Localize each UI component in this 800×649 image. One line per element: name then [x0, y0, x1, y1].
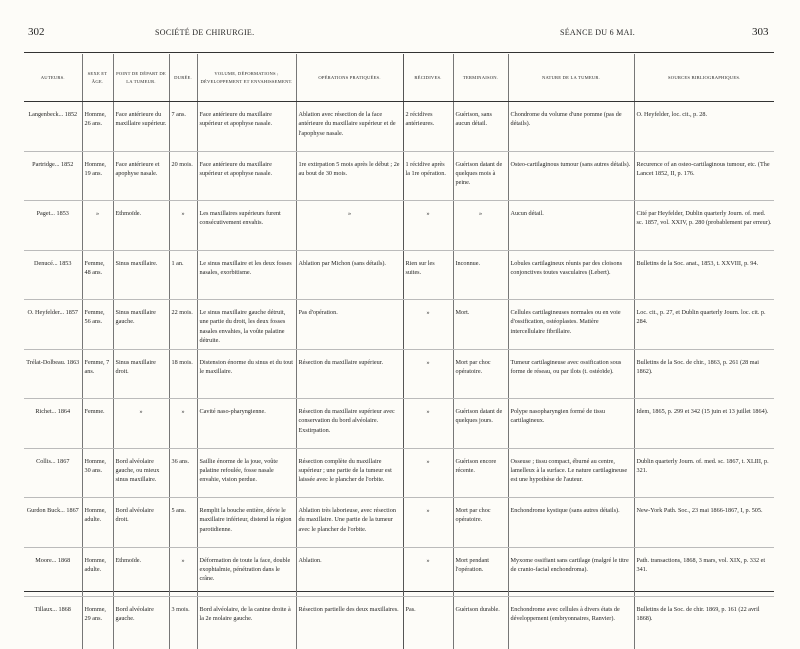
table-cell: Cité par Heyfelder, Dublin quarterly Journ. of. med. sc. 1857, vol. XXIV, p. 280 (probablement par erreur).	[634, 201, 774, 251]
table-cell: 1 an.	[169, 250, 197, 300]
table-cell: Homme, adulte.	[82, 547, 113, 597]
table-cell: Mort.	[453, 300, 508, 350]
table-cell: Femme, 48 ans.	[82, 250, 113, 300]
table-cell: Résection partielle des deux maxillaires.	[296, 597, 403, 649]
column-header: POINT DE DÉPART DE LA TUMEUR.	[113, 54, 169, 102]
table-row	[24, 300, 774, 350]
table-cell: 36 ans.	[169, 448, 197, 498]
column-header: OPÉRATIONS PRATIQUÉES.	[296, 54, 403, 102]
table-row	[24, 201, 774, 251]
table-cell: Inconnue.	[453, 250, 508, 300]
table-cell: Pas.	[403, 597, 453, 649]
table-cell: Sinus maxillaire.	[113, 250, 169, 300]
column-header: TERMINAISON.	[453, 54, 508, 102]
table-cell: Guérison, sans aucun détail.	[453, 102, 508, 152]
table-cell: Enchondrome avec cellules à divers états de développement (embryonnaires, Ranvier).	[508, 597, 634, 649]
table-cell: Ablation.	[296, 547, 403, 597]
left-running-title: SOCIÉTÉ DE CHIRURGIE.	[155, 28, 254, 37]
table-cell: Face antérieure du maxillaire supérieur.	[113, 102, 169, 152]
table-cell: »	[403, 201, 453, 251]
table-cell: Le sinus maxillaire et les deux fosses nasales, exorbitisme.	[197, 250, 296, 300]
table-cell: Bord alvéolaire, de la canine droite à la 2e molaire gauche.	[197, 597, 296, 649]
table-cell: Distension énorme du sinus et du tout le maxillaire.	[197, 349, 296, 399]
table-cell: Bord alvéolaire gauche.	[113, 597, 169, 649]
table-cell: 2 récidives antérieures.	[403, 102, 453, 152]
table-cell: 22 mois.	[169, 300, 197, 350]
table-cell: »	[113, 399, 169, 449]
table-cell: Langenbeck... 1852	[24, 102, 82, 152]
table-cell: Denucé... 1853	[24, 250, 82, 300]
table-cell: Homme, adulte.	[82, 498, 113, 548]
table-cell: Le sinus maxillaire gauche détruit, une partie du droit, les deux fosses nasales envahies, la voûte palatine détruite.	[197, 300, 296, 350]
column-header: NATURE DE LA TUMEUR.	[508, 54, 634, 102]
table-cell: Face antérieure du maxillaire supérieur et apophyse nasale.	[197, 151, 296, 201]
table-cell: »	[403, 300, 453, 350]
table-cell: Face antérieure et apophyse nasale.	[113, 151, 169, 201]
column-header: DURÉE.	[169, 54, 197, 102]
table-cell: Partridge... 1852	[24, 151, 82, 201]
table-cell: Gurdon Buck... 1867	[24, 498, 82, 548]
table-cell: Résection du maxillaire supérieur.	[296, 349, 403, 399]
table-cell: Cavité naso-pharyngienne.	[197, 399, 296, 449]
column-header: VOLUME, DÉFORMATIONS ; DÉVELOPPEMENT ET ENVAHISSEMENT.	[197, 54, 296, 102]
table-cell: Rien sur les suites.	[403, 250, 453, 300]
table-cell: Ethmoïde.	[113, 547, 169, 597]
table-cell: »	[403, 547, 453, 597]
table-cell: Bord alvéolaire droit.	[113, 498, 169, 548]
table-cell: Homme, 30 ans.	[82, 448, 113, 498]
table-row	[24, 151, 774, 201]
table-cell: Myxome ossifiant sans cartilage (malgré le titre de cranio-facial enchondroma).	[508, 547, 634, 597]
tumor-cases-table	[24, 54, 774, 649]
table-cell: Ablation très laborieuse, avec résection du maxillaire. Une partie de la tumeur avec le plancher de l'orbite.	[296, 498, 403, 548]
table-cell: 5 ans.	[169, 498, 197, 548]
table-cell: Loc. cit., p. 27, et Dublin quarterly Journ. loc. cit. p. 284.	[634, 300, 774, 350]
table-row	[24, 448, 774, 498]
table-cell: Guérison datant de quelques jours.	[453, 399, 508, 449]
table-cell: Collis... 1867	[24, 448, 82, 498]
table-cell: Polype nasopharyngien formé de tissu cartilagineux.	[508, 399, 634, 449]
table-cell: Recurence of an osteo-cartilaginous tumour, etc. (The Lancet 1852, II, p. 176.	[634, 151, 774, 201]
right-page-number: 303	[752, 26, 769, 38]
table-cell: Femme, 7 ans.	[82, 349, 113, 399]
table-cell: Path. transactions, 1868, 3 mars, vol. XIX, p. 332 et 341.	[634, 547, 774, 597]
table-cell: »	[169, 399, 197, 449]
table-cell: Richet... 1864	[24, 399, 82, 449]
table-row	[24, 349, 774, 399]
table-cell: Cellules cartilagineuses normales ou en voie d'ossification, ostéoplastes. Matière intercellulaire fibrillaire.	[508, 300, 634, 350]
table-cell: 1 récidive après la 1re opération.	[403, 151, 453, 201]
column-header: AUTEURS.	[24, 54, 82, 102]
table-cell: Moore... 1868	[24, 547, 82, 597]
table-cell: 7 ans.	[169, 102, 197, 152]
table-cell: Aucun détail.	[508, 201, 634, 251]
table-cell: Mort par choc opératoire.	[453, 498, 508, 548]
table-cell: Guérison durable.	[453, 597, 508, 649]
table-cell: Trélat-Dolbeau. 1863	[24, 349, 82, 399]
table-header-row	[24, 54, 774, 102]
table-cell: Déformation de toute la face, double exophtalmie, pénétration dans le crâne.	[197, 547, 296, 597]
table-cell: »	[403, 498, 453, 548]
table-row	[24, 102, 774, 152]
table-cell: Ablation avec résection de la face antérieure du maxillaire supérieur et de l'apophyse nasale.	[296, 102, 403, 152]
table-cell: 1re extirpation 5 mois après le début ; 2e au bout de 30 mois.	[296, 151, 403, 201]
column-header: RÉCIDIVES.	[403, 54, 453, 102]
table-row	[24, 399, 774, 449]
table-cell: Chondrome du volume d'une pomme (pas de détails).	[508, 102, 634, 152]
table-cell: 20 mois.	[169, 151, 197, 201]
table-cell: Lobules cartilagineux réunis par des cloisons conjonctives toutes vasculaires (Lebert).	[508, 250, 634, 300]
column-header: SOURCES BIBLIOGRAPHIQUES.	[634, 54, 774, 102]
table-cell: Homme, 19 ans.	[82, 151, 113, 201]
table-cell: »	[82, 201, 113, 251]
table-cell: »	[403, 448, 453, 498]
table-cell: Homme, 29 ans.	[82, 597, 113, 649]
table-cell: Femme, 56 ans.	[82, 300, 113, 350]
table-cell: Mort par choc opératoire.	[453, 349, 508, 399]
table-cell: 3 mois.	[169, 597, 197, 649]
table-cell: 18 mois.	[169, 349, 197, 399]
table-cell: Tillaux... 1868	[24, 597, 82, 649]
table-cell: Bulletins de la Soc. anat., 1853, t. XXVIII, p. 94.	[634, 250, 774, 300]
table-cell: Femme.	[82, 399, 113, 449]
table-cell: Bord alvéolaire gauche, ou mieux sinus maxillaire.	[113, 448, 169, 498]
table-cell: »	[403, 349, 453, 399]
table-cell: »	[403, 399, 453, 449]
column-header: SEXE ET ÂGE.	[82, 54, 113, 102]
table-cell: Bulletins de la Soc. de chir., 1863, p. 261 (28 mai 1862).	[634, 349, 774, 399]
table-cell: Idem, 1865, p. 299 et 342 (15 juin et 13 juillet 1864).	[634, 399, 774, 449]
table-cell: Homme, 26 ans.	[82, 102, 113, 152]
table-cell: Saillie énorme de la joue, voûte palatine refoulée, fosse nasale envahie, vision perdue.	[197, 448, 296, 498]
right-running-title: SÉANCE DU 6 MAI.	[560, 28, 635, 37]
table-cell: Pas d'opération.	[296, 300, 403, 350]
table-cell: Résection du maxillaire supérieur avec conservation du bord alvéolaire. Exstirpation.	[296, 399, 403, 449]
table-row	[24, 498, 774, 548]
table-cell: Sinus maxillaire gauche.	[113, 300, 169, 350]
table-cell: Les maxillaires supérieurs furent consécutivement envahis.	[197, 201, 296, 251]
table-cell: Enchondrome kystique (sans autres détails).	[508, 498, 634, 548]
table-cell: Remplit la bouche entière, dévie le maxillaire inférieur, distend la région parotidienne.	[197, 498, 296, 548]
table-cell: Ablation par Michon (sans détails).	[296, 250, 403, 300]
table-cell: Guérison datant de quelques mois à peine.	[453, 151, 508, 201]
table-cell: Bulletins de la Soc. de chir. 1869, p. 161 (22 avril 1868).	[634, 597, 774, 649]
table-cell: Ethmoïde.	[113, 201, 169, 251]
table-cell: Guérison encore récente.	[453, 448, 508, 498]
table-cell: Paget... 1853	[24, 201, 82, 251]
table-row	[24, 547, 774, 597]
table-row	[24, 597, 774, 649]
table-cell: »	[169, 547, 197, 597]
table-cell: O. Heyfelder, loc. cit., p. 28.	[634, 102, 774, 152]
table-cell: Face antérieure du maxillaire supérieur et apophyse nasale.	[197, 102, 296, 152]
table-cell: »	[296, 201, 403, 251]
table-row	[24, 250, 774, 300]
table-cell: Mort pendant l'opération.	[453, 547, 508, 597]
left-page-number: 302	[28, 26, 45, 38]
table-cell: Sinus maxillaire droit.	[113, 349, 169, 399]
table-cell: Osseuse ; tissu compact, éburné au centre, lamelleux à la surface. Le nature cartilagineuse est une hypothèse de l'auteur.	[508, 448, 634, 498]
table-cell: Tumeur cartilagineuse avec ossification sous forme de réseau, ou par ilots (t. ostéoïde).	[508, 349, 634, 399]
table-cell: New-York Path. Soc., 23 mai 1866-1867, I, p. 505.	[634, 498, 774, 548]
table-cell: »	[169, 201, 197, 251]
table-cell: O. Heyfelder... 1857	[24, 300, 82, 350]
table-cell: Dublin quarterly Journ. of. med. sc. 1867, t. XLIII, p. 321.	[634, 448, 774, 498]
table-cell: Résection complète du maxillaire supérieur ; une partie de la tumeur est laissée avec le plancher de l'orbite.	[296, 448, 403, 498]
table-cell: Osteo-cartilaginous tumour (sans autres détails).	[508, 151, 634, 201]
table-cell: »	[453, 201, 508, 251]
